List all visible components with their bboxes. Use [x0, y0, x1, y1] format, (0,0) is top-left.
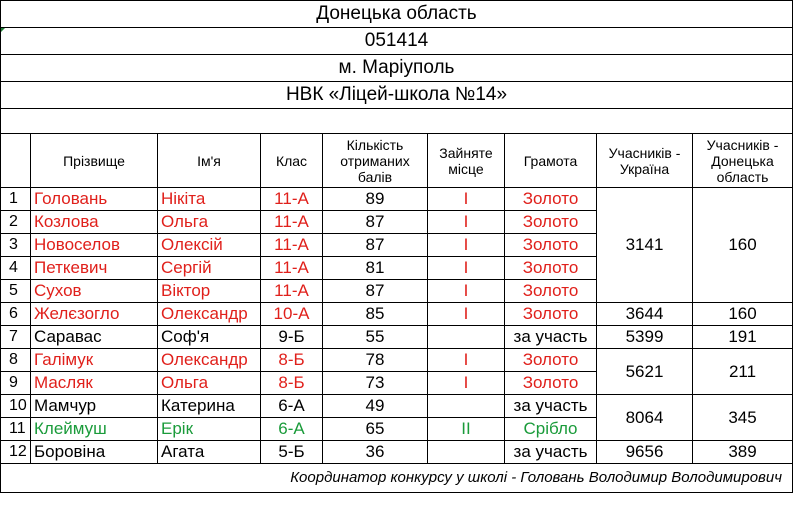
- name-cell[interactable]: Ольга: [158, 372, 261, 395]
- award-cell[interactable]: Золото: [505, 257, 597, 280]
- name-cell[interactable]: Олександр: [158, 349, 261, 372]
- header-name[interactable]: Ім'я: [158, 134, 261, 188]
- surname-cell[interactable]: Клеймуш: [31, 418, 158, 441]
- coordinator-note[interactable]: Координатор конкурсу у школі - Головань Володимир Володимирович: [1, 464, 793, 493]
- row-number-cell[interactable]: 7: [1, 326, 31, 349]
- participants-region-cell[interactable]: 160: [693, 303, 793, 326]
- place-cell[interactable]: І: [428, 280, 505, 303]
- name-cell[interactable]: Олексій: [158, 234, 261, 257]
- place-cell[interactable]: І: [428, 349, 505, 372]
- header-place[interactable]: Зайняте місце: [428, 134, 505, 188]
- table-row: [1, 395, 793, 418]
- award-cell[interactable]: Золото: [505, 211, 597, 234]
- award-cell[interactable]: Золото: [505, 303, 597, 326]
- points-cell[interactable]: 73: [323, 372, 428, 395]
- surname-cell[interactable]: Галімук: [31, 349, 158, 372]
- place-cell[interactable]: [428, 326, 505, 349]
- name-cell[interactable]: Віктор: [158, 280, 261, 303]
- empty-row[interactable]: [1, 109, 793, 134]
- points-cell[interactable]: 89: [323, 188, 428, 211]
- surname-cell[interactable]: Желєзогло: [31, 303, 158, 326]
- surname-cell[interactable]: Головань: [31, 188, 158, 211]
- table-row: [1, 326, 793, 349]
- award-cell[interactable]: за участь: [505, 395, 597, 418]
- place-cell[interactable]: І: [428, 188, 505, 211]
- name-cell[interactable]: Агата: [158, 441, 261, 464]
- award-cell[interactable]: Золото: [505, 349, 597, 372]
- grade-cell[interactable]: 6-А: [261, 395, 323, 418]
- name-cell[interactable]: Ольга: [158, 211, 261, 234]
- name-cell[interactable]: Сергій: [158, 257, 261, 280]
- grade-cell[interactable]: 11-А: [261, 188, 323, 211]
- points-cell[interactable]: 85: [323, 303, 428, 326]
- header-participants-ukraine[interactable]: Учасників - Україна: [597, 134, 693, 188]
- row-number-cell[interactable]: 10: [1, 395, 31, 418]
- table-row: [1, 188, 793, 211]
- participants-ukraine-cell[interactable]: 5399: [597, 326, 693, 349]
- participants-ukraine-cell[interactable]: 3141: [597, 188, 693, 303]
- surname-cell[interactable]: Боровіна: [31, 441, 158, 464]
- grade-cell[interactable]: 6-А: [261, 418, 323, 441]
- surname-cell[interactable]: Петкевич: [31, 257, 158, 280]
- name-cell[interactable]: Нікіта: [158, 188, 261, 211]
- participants-ukraine-cell[interactable]: 9656: [597, 441, 693, 464]
- grade-cell[interactable]: 11-А: [261, 257, 323, 280]
- grade-cell[interactable]: 11-А: [261, 234, 323, 257]
- name-cell[interactable]: Катерина: [158, 395, 261, 418]
- points-cell[interactable]: 87: [323, 280, 428, 303]
- city-title[interactable]: м. Маріуполь: [1, 55, 793, 82]
- award-cell[interactable]: Золото: [505, 280, 597, 303]
- surname-cell[interactable]: Козлова: [31, 211, 158, 234]
- place-cell[interactable]: І: [428, 303, 505, 326]
- points-cell[interactable]: 65: [323, 418, 428, 441]
- grade-cell[interactable]: 8-Б: [261, 349, 323, 372]
- points-cell[interactable]: 49: [323, 395, 428, 418]
- participants-region-cell[interactable]: 191: [693, 326, 793, 349]
- award-cell[interactable]: Срібло: [505, 418, 597, 441]
- points-cell[interactable]: 81: [323, 257, 428, 280]
- grade-cell[interactable]: 11-А: [261, 211, 323, 234]
- participants-region-cell[interactable]: 389: [693, 441, 793, 464]
- grade-cell[interactable]: 5-Б: [261, 441, 323, 464]
- grade-cell[interactable]: 11-А: [261, 280, 323, 303]
- award-cell[interactable]: за участь: [505, 441, 597, 464]
- header-number-cell[interactable]: [1, 134, 31, 188]
- row-number-cell[interactable]: 1: [1, 188, 31, 211]
- participants-ukraine-cell[interactable]: 5621: [597, 349, 693, 395]
- award-cell[interactable]: Золото: [505, 234, 597, 257]
- header-grade[interactable]: Клас: [261, 134, 323, 188]
- header-participants-region[interactable]: Учасників - Донецька область: [693, 134, 793, 188]
- surname-cell[interactable]: Новоселов: [31, 234, 158, 257]
- name-cell[interactable]: Соф'я: [158, 326, 261, 349]
- points-cell[interactable]: 87: [323, 211, 428, 234]
- column-header-row: [1, 134, 793, 188]
- points-cell[interactable]: 36: [323, 441, 428, 464]
- grade-cell[interactable]: 10-А: [261, 303, 323, 326]
- surname-cell[interactable]: Масляк: [31, 372, 158, 395]
- participants-region-cell[interactable]: 345: [693, 395, 793, 441]
- place-cell[interactable]: [428, 395, 505, 418]
- header-points[interactable]: Кількість отриманих балів: [323, 134, 428, 188]
- table-row: [1, 303, 793, 326]
- row-number-cell[interactable]: 6: [1, 303, 31, 326]
- participants-ukraine-cell[interactable]: 8064: [597, 395, 693, 441]
- grade-cell[interactable]: 9-Б: [261, 326, 323, 349]
- table-row: [1, 349, 793, 372]
- row-number-cell[interactable]: 5: [1, 280, 31, 303]
- points-cell[interactable]: 78: [323, 349, 428, 372]
- surname-cell[interactable]: Сухов: [31, 280, 158, 303]
- row-number-cell[interactable]: 2: [1, 211, 31, 234]
- award-cell[interactable]: за участь: [505, 326, 597, 349]
- place-cell[interactable]: І: [428, 257, 505, 280]
- place-cell[interactable]: І: [428, 211, 505, 234]
- points-cell[interactable]: 87: [323, 234, 428, 257]
- participants-region-cell[interactable]: 211: [693, 349, 793, 395]
- participants-region-cell[interactable]: 160: [693, 188, 793, 303]
- row-number-cell[interactable]: 3: [1, 234, 31, 257]
- participants-ukraine-cell[interactable]: 3644: [597, 303, 693, 326]
- surname-cell[interactable]: Саравас: [31, 326, 158, 349]
- place-cell[interactable]: І: [428, 234, 505, 257]
- school-code[interactable]: 051414: [1, 28, 793, 55]
- school-title[interactable]: НВК «Ліцей-школа №14»: [1, 82, 793, 109]
- row-number-cell[interactable]: 11: [1, 418, 31, 441]
- header-award[interactable]: Грамота: [505, 134, 597, 188]
- table-row: [1, 441, 793, 464]
- row-number-cell[interactable]: 4: [1, 257, 31, 280]
- region-title[interactable]: Донецька область: [1, 1, 793, 28]
- row-number-cell[interactable]: 12: [1, 441, 31, 464]
- place-cell[interactable]: [428, 441, 505, 464]
- award-cell[interactable]: Золото: [505, 188, 597, 211]
- row-number-cell[interactable]: 8: [1, 349, 31, 372]
- points-cell[interactable]: 55: [323, 326, 428, 349]
- award-cell[interactable]: Золото: [505, 372, 597, 395]
- grade-cell[interactable]: 8-Б: [261, 372, 323, 395]
- place-cell[interactable]: ІІ: [428, 418, 505, 441]
- name-cell[interactable]: Олександр: [158, 303, 261, 326]
- header-surname[interactable]: Прізвище: [31, 134, 158, 188]
- row-number-cell[interactable]: 9: [1, 372, 31, 395]
- name-cell[interactable]: Ерік: [158, 418, 261, 441]
- surname-cell[interactable]: Мамчур: [31, 395, 158, 418]
- place-cell[interactable]: І: [428, 372, 505, 395]
